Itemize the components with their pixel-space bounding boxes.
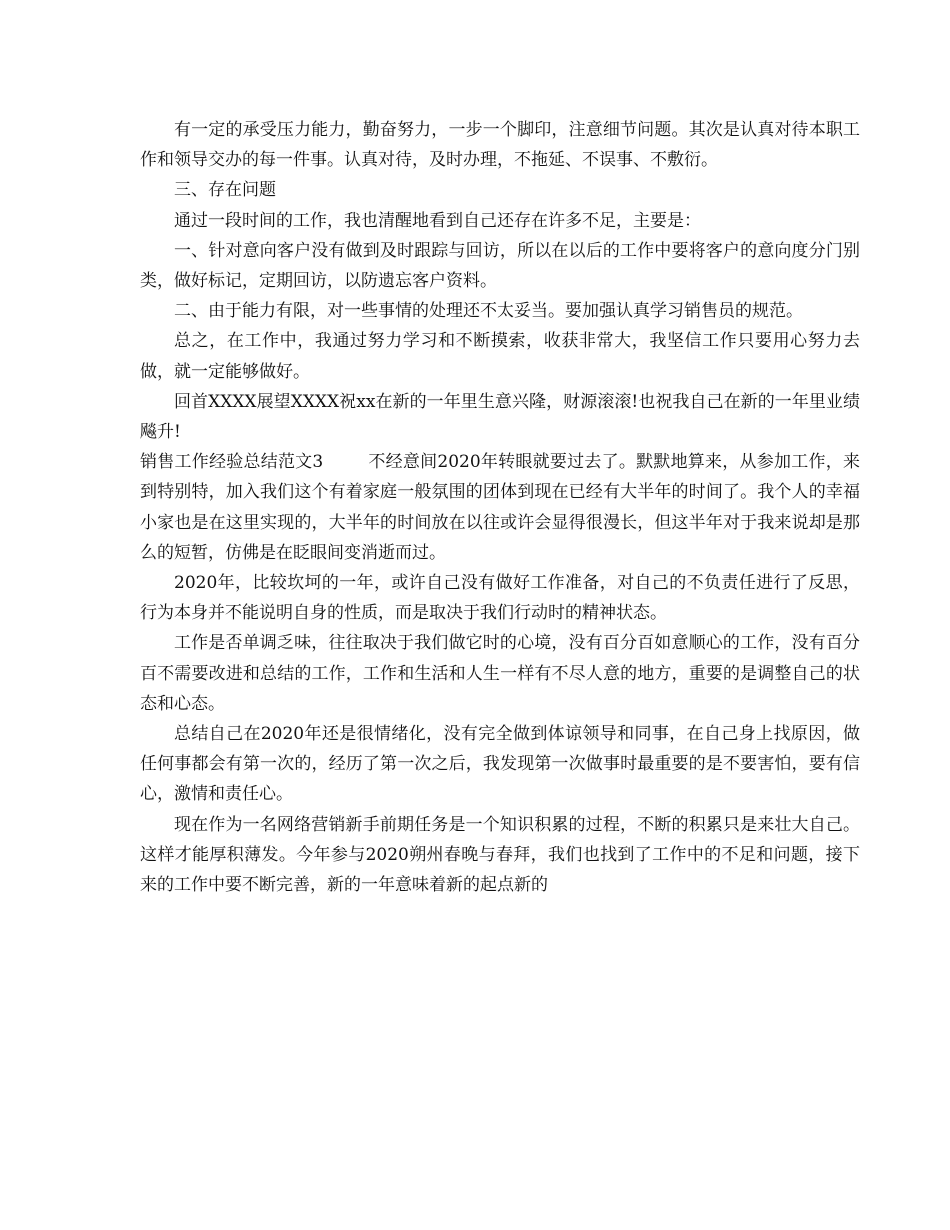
section-paragraph	[140, 447, 860, 568]
paragraph: 有一定的承受压力能力，勤奋努力，一步一个脚印，注意细节问题。其次是认真对待本职工作和领导交办的每一件事。认真对待，及时办理，不拖延、不误事、不敷衍。	[140, 120, 860, 171]
paragraph: 工作是否单调乏味，往往取决于我们做它时的心境，没有百分百如意顺心的工作，没有百分百不需要改进和总结的工作，工作和生活和人生一样有不尽人意的地方，重要的是调整自己的状态和心态。	[140, 633, 860, 714]
paragraph: 总结自己在2020年还是很情绪化，没有完全做到体谅领导和同事，在自己身上找原因，做任何事都会有第一次的，经历了第一次之后，我发现第一次做事时最重要的是不要害怕，要有信心，激情和责任心。	[140, 724, 860, 805]
paragraph: 总之，在工作中，我通过努力学习和不断摸索，收获非常大，我坚信工作只要用心努力去做，就一定能够做好。	[140, 331, 860, 382]
section-gap	[323, 452, 368, 472]
section-title: 销售工作经验总结范文3	[140, 452, 324, 473]
paragraph: 通过一段时间的工作，我也清醒地看到自己还存在许多不足，主要是：	[174, 210, 701, 231]
paragraph: 二、由于能力有限，对一些事情的处理还不太妥当。要加强认真学习销售员的规范。	[174, 301, 803, 322]
section-first-text: 不经意间2020年转眼就要过去了。默默地算来，从参加工作，来到特别特，加入我们这个有着家庭一般氛围的团体到现在已经有大半年的时间了。我个人的幸福小家也是在这里实现的，大半年的时间放在以往或许会显得很漫长，但这半年对于我来说却是那么的短暂，仿佛是在眨眼间变消逝而过。	[140, 452, 860, 563]
paragraph: 一、针对意向客户没有做到及时跟踪与回访，所以在以后的工作中要将客户的意向度分门别类，做好标记，定期回访，以防遗忘客户资料。	[140, 240, 860, 292]
section-heading: 三、存在问题	[174, 180, 276, 201]
paragraph: 回首XXXX展望XXXX祝xx在新的一年里生意兴隆，财源滚滚!也祝我自己在新的一年里业绩飚升!	[140, 391, 860, 443]
paragraph: 2020年，比较坎坷的一年，或许自己没有做好工作准备，对自己的不负责任进行了反思，行为本身并不能说明自身的性质，而是取决于我们行动时的精神状态。	[140, 573, 860, 624]
paragraph: 现在作为一名网络营销新手前期任务是一个知识积累的过程，不断的积累只是来壮大自己。这样才能厚积薄发。今年参与2020朔州春晚与春拜，我们也找到了工作中的不足和问题，接下来的工作中要不断完善，新的一年意味着新的起点新的	[140, 814, 860, 896]
